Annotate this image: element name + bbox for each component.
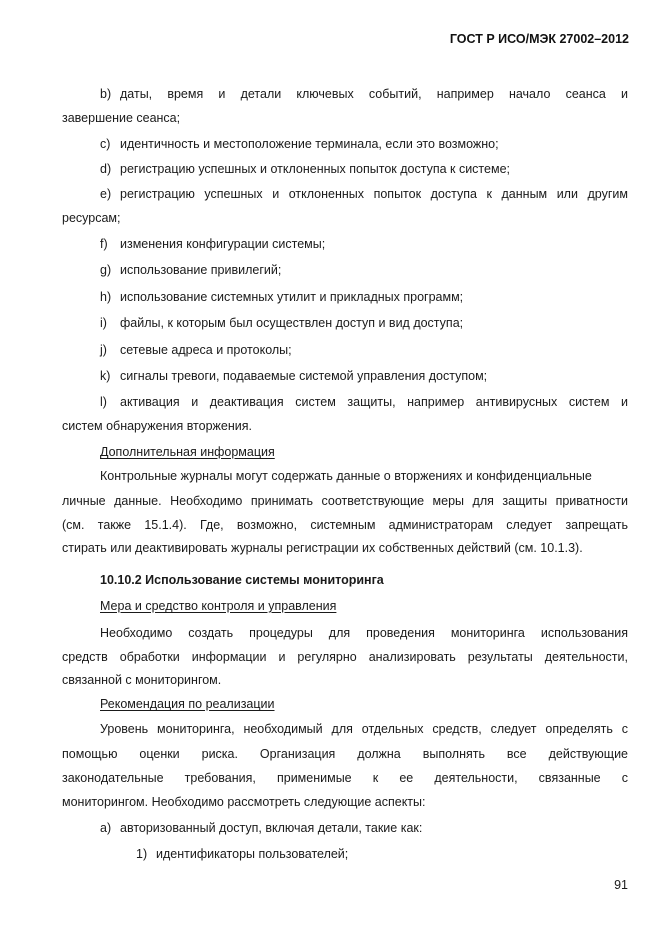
list-label: k) xyxy=(100,369,111,383)
list-item-c xyxy=(100,136,628,152)
list-label: c) xyxy=(100,137,111,151)
list-text: даты, время и детали ключевых событий, например начало сеанса и xyxy=(120,87,628,101)
list-item-d xyxy=(100,161,628,177)
list-item-e xyxy=(100,186,628,202)
list-label: 1) xyxy=(136,847,148,861)
page-number: 91 xyxy=(614,878,628,892)
paragraph-line: законодательные требования, применимые к ее деятельности, связанные с xyxy=(62,771,628,785)
list-text: сигналы тревоги, подаваемые системой управления доступом; xyxy=(120,369,488,383)
paragraph-line: помощью оценки риска. Организация должна выполнять все действующие xyxy=(62,747,628,761)
list-label: i) xyxy=(100,316,107,330)
document-header: ГОСТ Р ИСО/МЭК 27002–2012 xyxy=(449,32,629,46)
list-label: j) xyxy=(100,343,107,357)
list-label: g) xyxy=(100,263,112,277)
paragraph-line: Контрольные журналы могут содержать данные о вторжениях и конфиденциальные xyxy=(100,469,592,483)
list-item-l xyxy=(100,394,628,410)
list-text: файлы, к которым был осуществлен доступ и вид доступа; xyxy=(120,316,464,330)
list-item-a xyxy=(100,820,628,836)
paragraph-line: Необходимо создать процедуры для проведения мониторинга использования xyxy=(100,626,628,640)
list-item-i xyxy=(100,315,628,331)
list-item-f xyxy=(100,236,628,252)
paragraph-line: стирать или деактивировать журналы регистрации их собственных действий (см. 10.1.3). xyxy=(62,541,583,555)
list-item-b-cont: завершение сеанса; xyxy=(62,111,181,125)
list-label: e) xyxy=(100,187,112,201)
list-text: сетевые адреса и протоколы; xyxy=(120,343,292,357)
list-item-g xyxy=(100,262,628,278)
implementation-heading: Рекомендация по реализации xyxy=(100,697,275,711)
control-heading: Мера и средство контроля и управления xyxy=(100,599,337,613)
list-item-h xyxy=(100,289,628,305)
list-text: авторизованный доступ, включая детали, такие как: xyxy=(120,821,423,835)
paragraph-line: связанной с мониторингом. xyxy=(62,673,222,687)
paragraph-line: мониторингом. Необходимо рассмотреть следующие аспекты: xyxy=(62,795,426,809)
list-item-l-cont: систем обнаружения вторжения. xyxy=(62,419,252,433)
list-item-b xyxy=(100,86,628,102)
sub-list-item-1 xyxy=(136,846,628,862)
list-text: регистрацию успешных и отклоненных попыток доступа к системе; xyxy=(120,162,510,176)
list-label: d) xyxy=(100,162,112,176)
list-item-j xyxy=(100,342,628,358)
section-title: 10.10.2 Использование системы мониторинга xyxy=(100,573,384,587)
paragraph-line: Уровень мониторинга, необходимый для отдельных средств, следует определять с xyxy=(100,722,628,736)
list-label: b) xyxy=(100,87,112,101)
additional-info-heading: Дополнительная информация xyxy=(100,445,275,459)
list-text: использование системных утилит и прикладных программ; xyxy=(120,290,464,304)
list-label: a) xyxy=(100,821,112,835)
list-label: h) xyxy=(100,290,112,304)
list-label: f) xyxy=(100,237,108,251)
list-text: регистрацию успешных и отклоненных попыток доступа к данным или другим xyxy=(120,187,628,201)
paragraph-line: (см. также 15.1.4). Где, возможно, системным администраторам следует запрещать xyxy=(62,518,628,532)
list-item-k xyxy=(100,368,628,384)
list-text: идентификаторы пользователей; xyxy=(156,847,349,861)
list-text: использование привилегий; xyxy=(120,263,282,277)
list-item-e-cont: ресурсам; xyxy=(62,211,121,225)
list-text: идентичность и местоположение терминала, если это возможно; xyxy=(120,137,499,151)
list-text: изменения конфигурации системы; xyxy=(120,237,326,251)
paragraph-line: средств обработки информации и регулярно анализировать результаты деятельности, xyxy=(62,650,628,664)
list-text: активация и деактивация систем защиты, например антивирусных систем и xyxy=(120,395,628,409)
list-label: l) xyxy=(100,395,107,409)
paragraph-line: личные данные. Необходимо принимать соответствующие меры для защиты приватности xyxy=(62,494,628,508)
